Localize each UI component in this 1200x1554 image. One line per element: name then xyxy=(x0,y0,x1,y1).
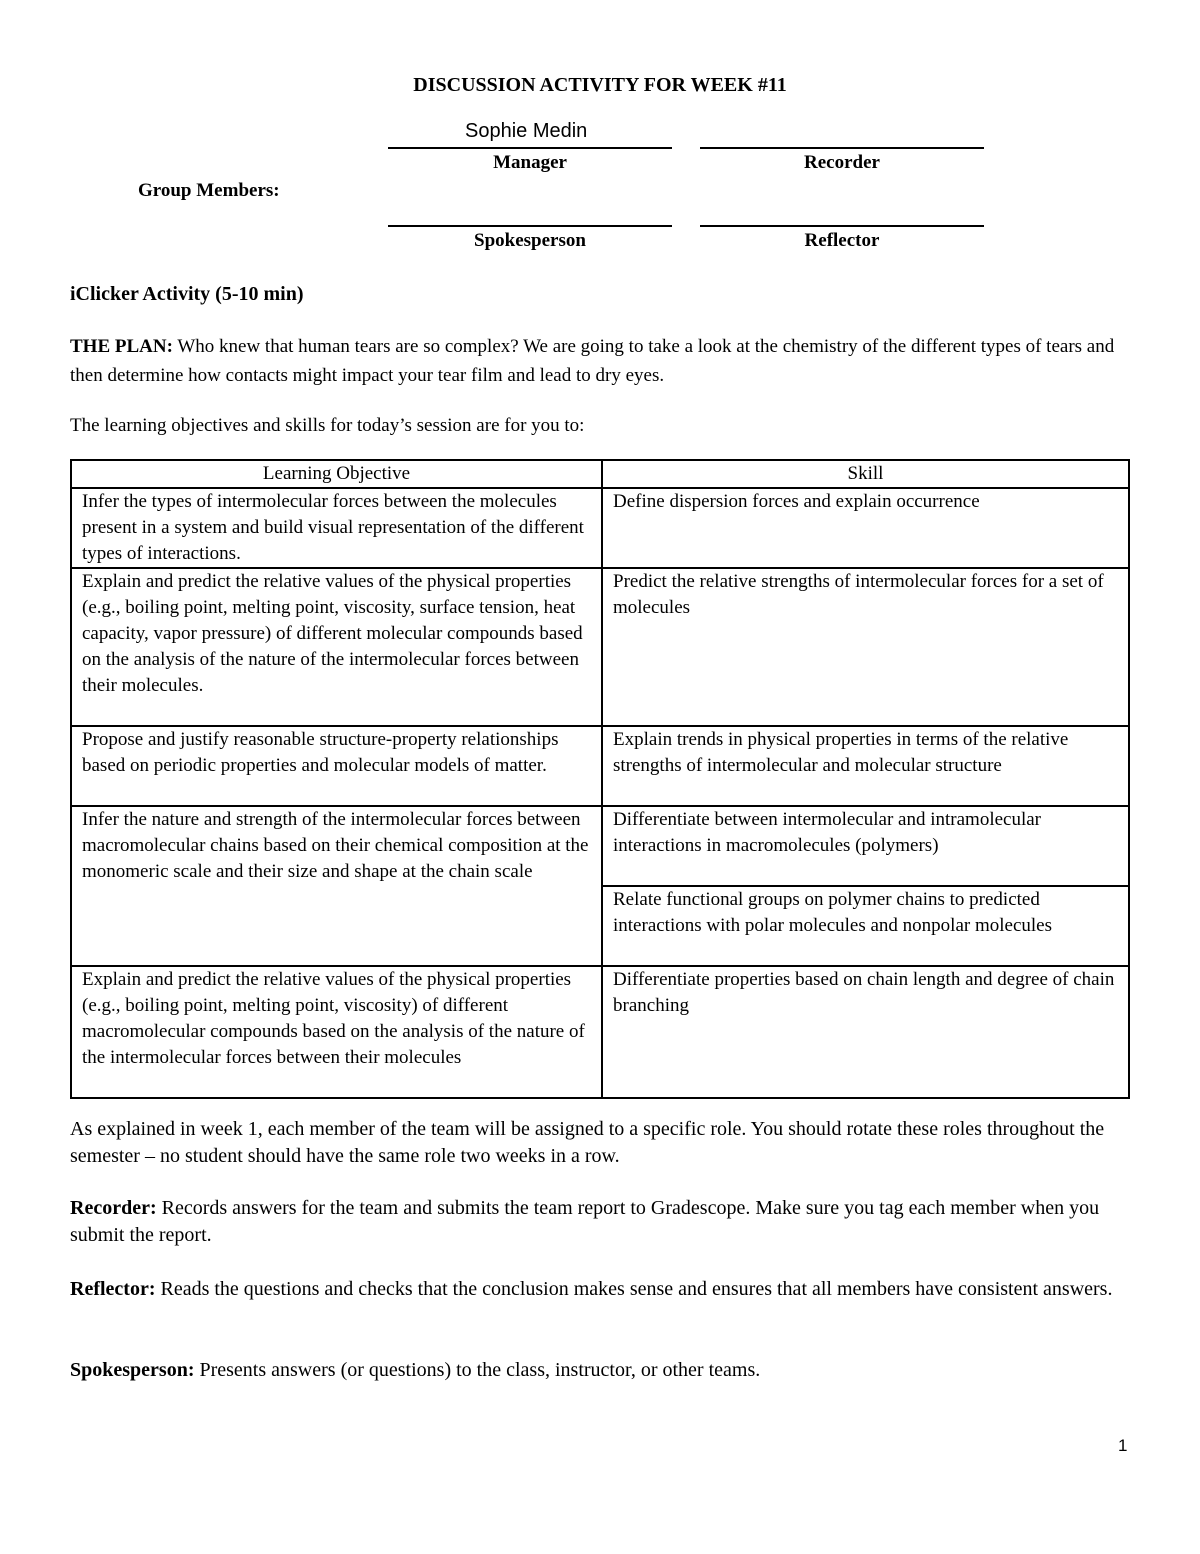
plan-paragraph xyxy=(70,332,1130,390)
objectives-intro: The learning objectives and skills for today’s session are for you to: xyxy=(70,415,585,436)
roles-intro: As explained in week 1, each member of the team will be assigned to a specific role. You should rotate these roles throughout the semester – no student should have the same role two weeks in a row. xyxy=(70,1118,1105,1167)
plan-label: THE PLAN: xyxy=(70,336,173,357)
objective-cell: Explain and predict the relative values of the physical properties (e.g., boiling point, melting point, viscosity) of different macromolecular compounds based on the analysis of the nature of the intermolecular forces between their molecules xyxy=(71,966,602,1098)
role-spokesperson-label: Spokesperson xyxy=(474,230,586,251)
table-row xyxy=(71,568,1129,726)
skill-cell: Differentiate between intermolecular and intramolecular interactions in macromolecules (polymers) xyxy=(602,806,1129,886)
skill-cell: Relate functional groups on polymer chains to predicted interactions with polar molecules and nonpolar molecules xyxy=(602,886,1129,966)
table-row xyxy=(71,726,1129,806)
objective-cell: Explain and predict the relative values of the physical properties (e.g., boiling point, melting point, viscosity, surface tension, heat capacity, vapor pressure) of different molecular compounds based on the analysis of the nature of the intermolecular forces between their molecules. xyxy=(71,568,602,726)
table-row xyxy=(71,966,1129,1098)
table-row xyxy=(71,806,1129,886)
spokesperson-description xyxy=(70,1357,1130,1384)
reflector-line xyxy=(700,225,984,227)
objective-cell: Propose and justify reasonable structure-property relationships based on periodic properties and molecular models of matter. xyxy=(71,726,602,806)
skill-cell: Explain trends in physical properties in terms of the relative strengths of intermolecular and molecular structure xyxy=(602,726,1129,806)
header-skill: Skill xyxy=(602,460,1129,488)
skill-cell: Define dispersion forces and explain occurrence xyxy=(602,488,1129,568)
recorder-desc-text: Records answers for the team and submits the team report to Gradescope. Make sure you tag each member when you submit the report. xyxy=(70,1197,1100,1246)
page-title: DISCUSSION ACTIVITY FOR WEEK #11 xyxy=(413,74,787,96)
header-learning-objective: Learning Objective xyxy=(71,460,602,488)
recorder-line xyxy=(700,147,984,149)
reflector-description xyxy=(70,1276,1130,1303)
plan-text: Who knew that human tears are so complex? We are going to take a look at the chemistry of the different types of tears and then determine how contacts might impact your tear film and lead to dry eyes. xyxy=(70,336,1115,386)
skill-cell: Differentiate properties based on chain length and degree of chain branching xyxy=(602,966,1129,1098)
table-header-row xyxy=(71,460,1129,488)
objective-cell: Infer the nature and strength of the intermolecular forces between macromolecular chains based on their chemical composition at the monomeric scale and their size and shape at the chain scale xyxy=(71,806,602,966)
manager-line xyxy=(388,147,672,149)
table-row xyxy=(71,488,1129,568)
section-heading: iClicker Activity (5-10 min) xyxy=(70,283,304,305)
reflector-desc-label: Reflector: xyxy=(70,1278,156,1300)
spokesperson-desc-label: Spokesperson: xyxy=(70,1359,195,1381)
spokesperson-desc-text: Presents answers (or questions) to the class, instructor, or other teams. xyxy=(194,1359,761,1381)
role-reflector-label: Reflector xyxy=(804,230,880,251)
recorder-desc-label: Recorder: xyxy=(70,1197,157,1219)
spokesperson-line xyxy=(388,225,672,227)
recorder-description xyxy=(70,1195,1130,1249)
role-manager-label: Manager xyxy=(493,152,567,173)
skill-cell: Predict the relative strengths of intermolecular forces for a set of molecules xyxy=(602,568,1129,726)
objectives-table xyxy=(70,459,1130,1099)
role-recorder-label: Recorder xyxy=(804,152,880,173)
objective-cell: Infer the types of intermolecular forces between the molecules present in a system and build visual representation of the different types of interactions. xyxy=(71,488,602,568)
group-members-label: Group Members: xyxy=(138,180,280,201)
page-number: 1 xyxy=(1118,1436,1128,1455)
reflector-desc-text: Reads the questions and checks that the conclusion makes sense and ensures that all members have consistent answers. xyxy=(155,1278,1113,1300)
manager-name-entry[interactable]: Sophie Medin xyxy=(465,120,588,142)
